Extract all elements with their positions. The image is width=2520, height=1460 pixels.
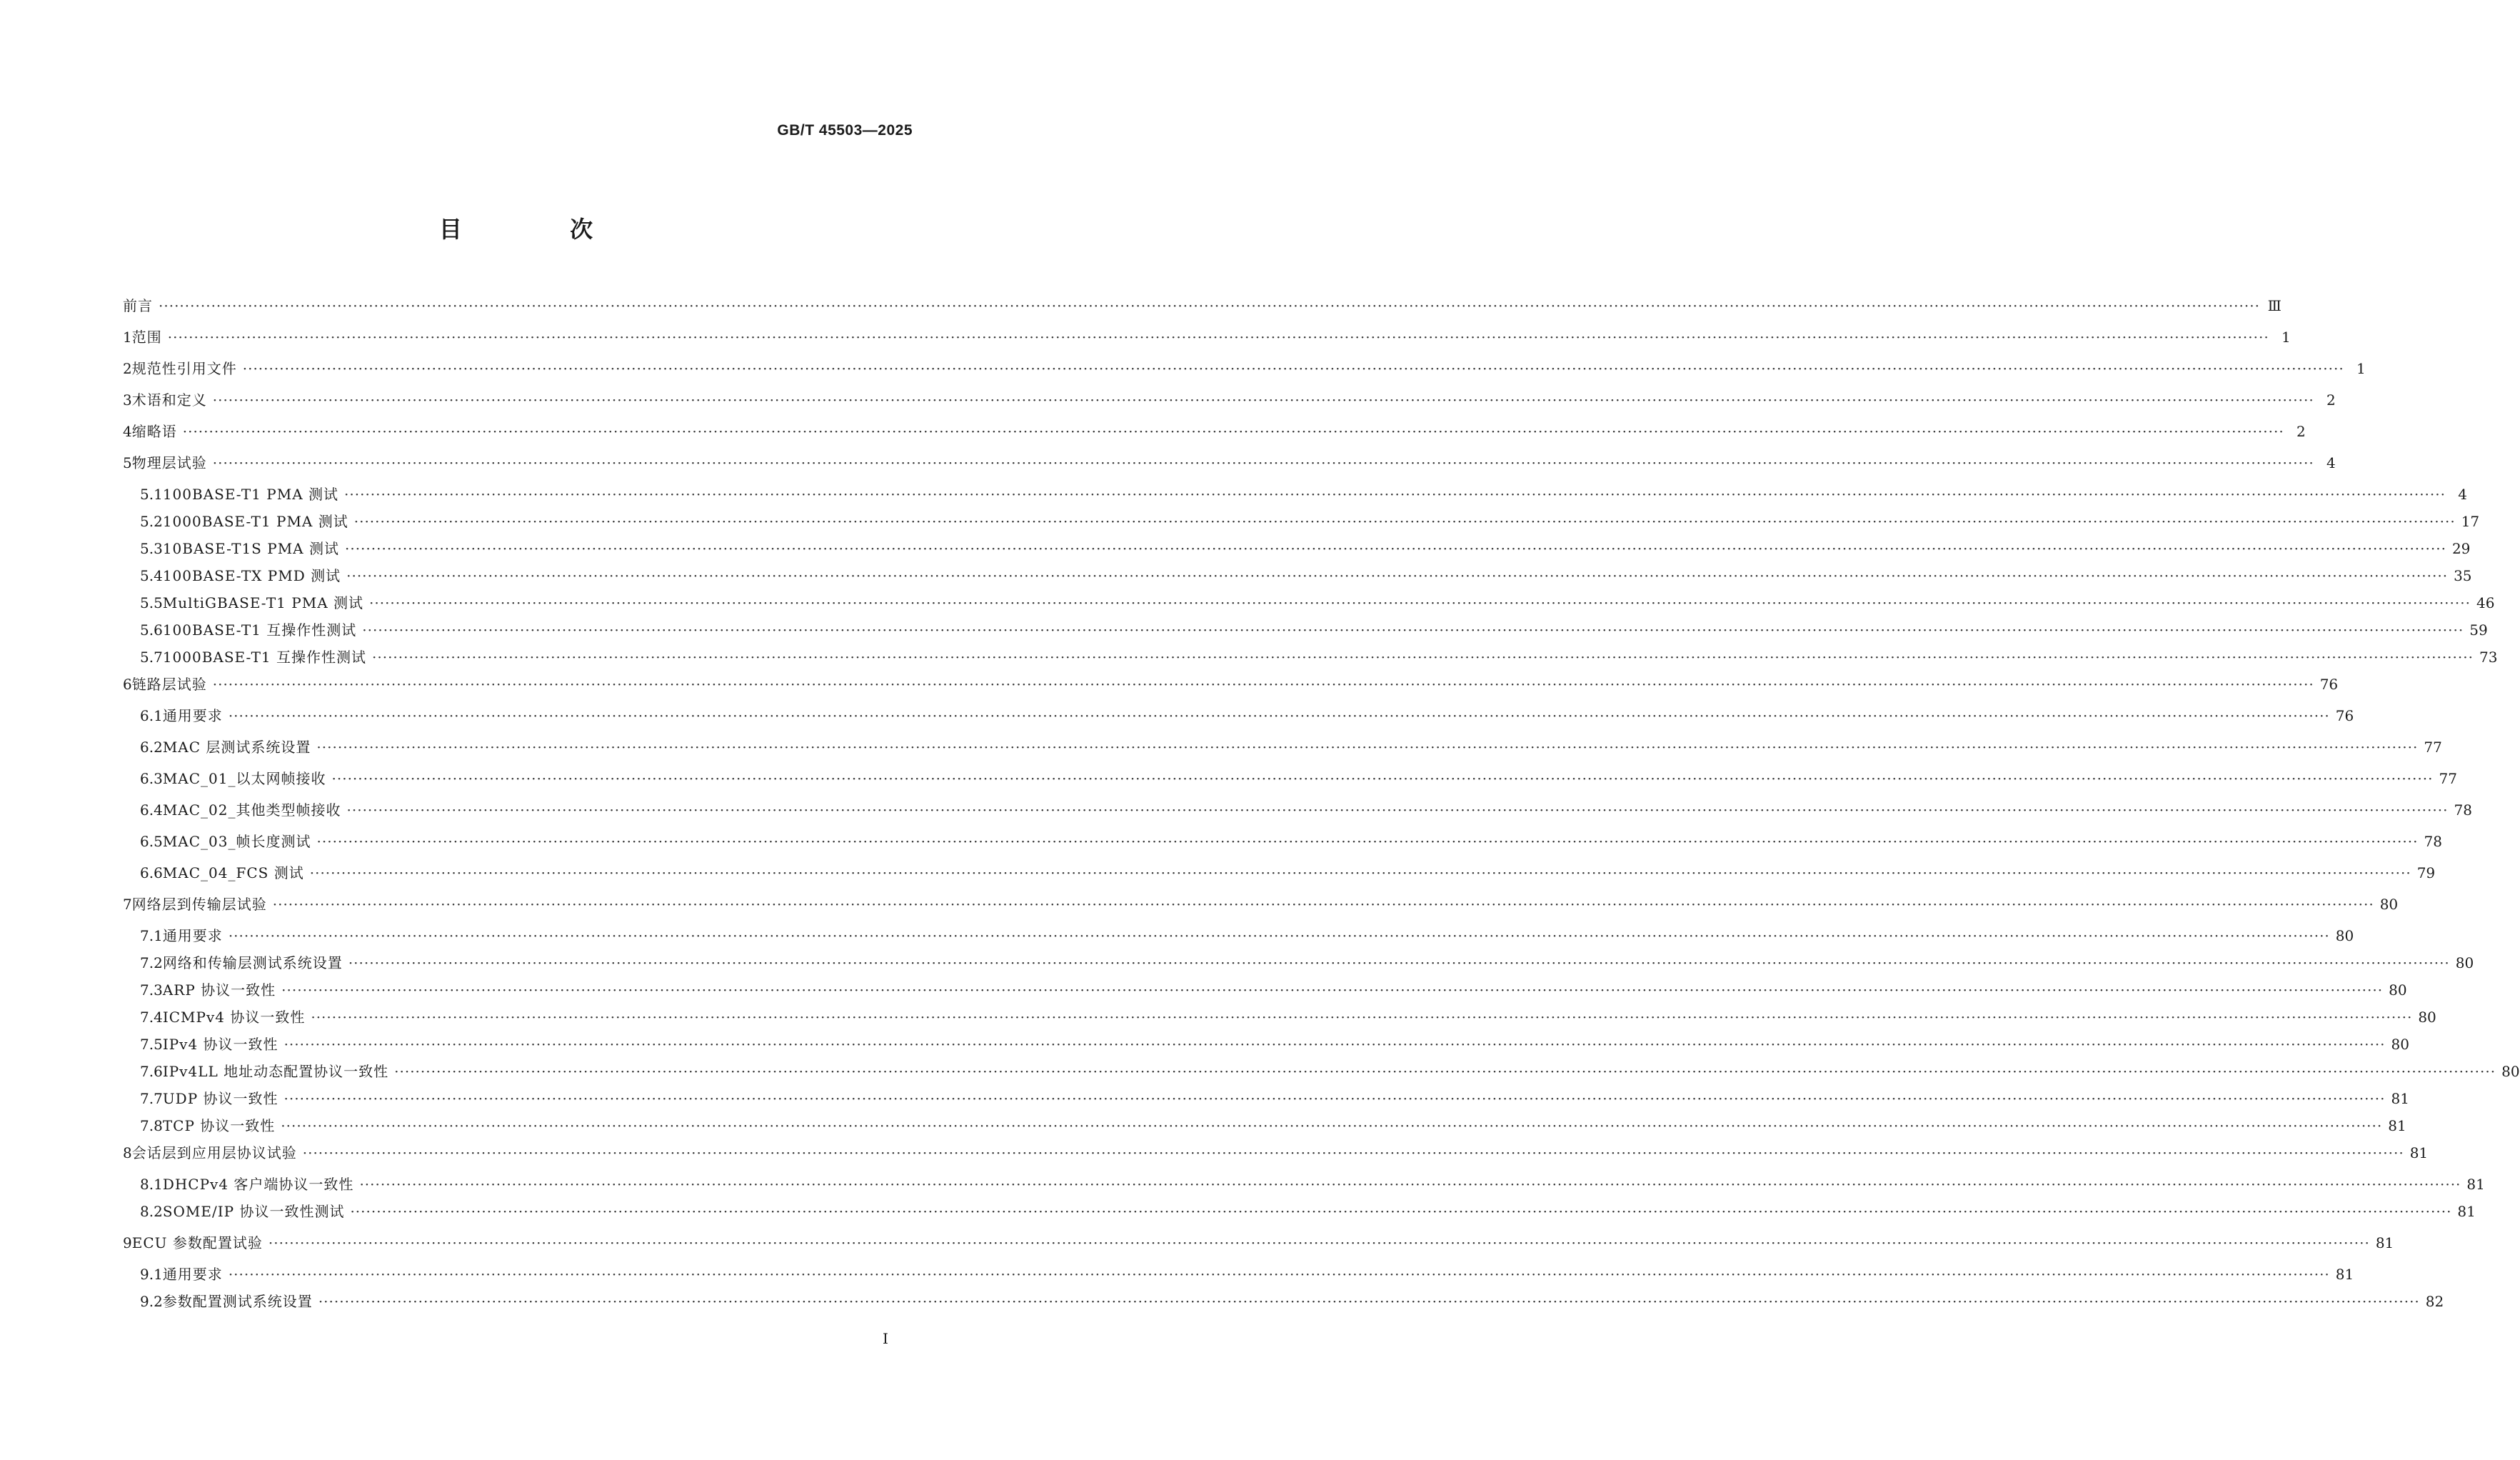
- toc-entry[interactable]: [123, 1140, 2429, 1161]
- toc-entry-page: 81: [2391, 1090, 2409, 1107]
- toc-entry-number: 5.6: [140, 621, 163, 639]
- toc-entry-number: 2: [123, 360, 132, 377]
- toc-entry-page: 46: [2476, 594, 2495, 611]
- toc-entry-number: 8.1: [140, 1176, 163, 1193]
- toc-entry-page: 76: [2319, 676, 2339, 693]
- toc-entry-number: 5.2: [140, 513, 163, 530]
- toc-entry-number: 5.5: [140, 594, 163, 611]
- toc-entry-label: 术语和定义: [131, 391, 207, 409]
- toc-leader-dots: ················································································································································································································································································································································································································: [281, 1117, 2383, 1134]
- toc-entry[interactable]: [140, 734, 2442, 756]
- toc-leader-dots: ················································································································································································································································································································································································································: [302, 1144, 2404, 1161]
- toc-entry-label: 缩略语: [131, 423, 177, 440]
- toc-entry-number: 7.5: [140, 1036, 163, 1053]
- toc-entry[interactable]: [123, 671, 2339, 693]
- toc-entry-number: 4: [123, 423, 132, 440]
- toc-entry[interactable]: [140, 1086, 2409, 1107]
- toc-entry-page: 81: [2388, 1117, 2406, 1134]
- toc-entry-page: 81: [2375, 1234, 2394, 1251]
- toc-leader-dots: ················································································································································································································································································································································································································: [316, 833, 2419, 850]
- toc-entry-number: 7.2: [140, 954, 163, 971]
- toc-entry[interactable]: [140, 1289, 2444, 1310]
- toc-entry[interactable]: [140, 536, 2471, 557]
- toc-entry-number: 6: [123, 676, 132, 693]
- toc-leader-dots: ················································································································································································································································································································································································································: [283, 1036, 2386, 1053]
- toc-leader-dots: ················································································································································································································································································································································································································: [353, 513, 2456, 530]
- toc-entry-page: 29: [2451, 540, 2471, 557]
- toc-entry[interactable]: [140, 977, 2407, 999]
- toc-leader-dots: ················································································································································································································································································································································································································: [281, 981, 2384, 999]
- toc-entry[interactable]: [123, 356, 2366, 377]
- toc-entry-label: IPv4 协议一致性: [162, 1036, 278, 1053]
- toc-entry-label: MultiGBASE-T1 PMA 测试: [162, 594, 363, 611]
- toc-entry[interactable]: [140, 1031, 2409, 1053]
- toc-entry-page: 59: [2469, 621, 2488, 639]
- toc-entry-label: 通用要求: [162, 1266, 223, 1283]
- toc-entry[interactable]: [123, 450, 2336, 471]
- toc-entry-number: 7.1: [140, 927, 163, 944]
- toc-leader-dots: ················································································································································································································································································································································································································: [228, 927, 2330, 944]
- toc-entry[interactable]: [140, 644, 2498, 666]
- toc-entry[interactable]: [140, 860, 2436, 881]
- toc-entry-label: TCP 协议一致性: [162, 1117, 276, 1134]
- toc-entry-number: 9: [123, 1234, 132, 1251]
- toc-leader-dots: ················································································································································································································································································································································································································: [167, 329, 2269, 346]
- toc-leader-dots: ················································································································································································································································································································································································································: [159, 297, 2260, 314]
- toc-entry-label: UDP 协议一致性: [162, 1090, 278, 1107]
- toc-entry-number: 3: [123, 391, 132, 409]
- toc-entry-number: 8.2: [140, 1203, 163, 1220]
- toc-entry-number: 5: [123, 454, 132, 471]
- toc-entry-label: 100BASE-T1 PMA 测试: [162, 486, 339, 503]
- toc-entry[interactable]: [140, 617, 2488, 639]
- toc-leader-dots: ················································································································································································································································································································································································································: [182, 423, 2284, 440]
- toc-entry-page: 80: [2455, 954, 2474, 971]
- toc-entry-label: 1000BASE-T1 互操作性测试: [162, 649, 366, 666]
- toc-entry-label: ECU 参数配置试验: [131, 1234, 263, 1251]
- toc-entry-label: 100BASE-T1 互操作性测试: [162, 621, 357, 639]
- toc-entry-number: 9.2: [140, 1293, 163, 1310]
- toc-entry-number: 5.1: [140, 486, 163, 503]
- toc-entry[interactable]: [140, 590, 2495, 611]
- toc-entry-page: 17: [2461, 513, 2480, 530]
- toc-entry-label: 网络层到传输层试验: [131, 896, 267, 913]
- toc-entry-page: 80: [2418, 1009, 2436, 1026]
- toc-leader-dots: ················································································································································································································································································································································································································: [309, 864, 2411, 881]
- toc-entry[interactable]: [140, 509, 2480, 530]
- toc-entry-label: SOME/IP 协议一致性测试: [162, 1203, 345, 1220]
- toc-entry-label: MAC_01_以太网帧接收: [162, 770, 326, 787]
- toc-leader-dots: ················································································································································································································································································································································································································: [228, 1266, 2330, 1283]
- toc-entry-page: 77: [2424, 739, 2442, 756]
- toc-leader-dots: ················································································································································································································································································································································································································: [344, 486, 2446, 503]
- toc-entry-page: 78: [2424, 833, 2442, 850]
- toc-entry-page: 4: [2326, 454, 2336, 471]
- toc-entry-label: 1000BASE-T1 PMA 测试: [162, 513, 348, 530]
- toc-leader-dots: ················································································································································································································································································································································································································: [394, 1063, 2496, 1080]
- toc-leader-dots: ················································································································································································································································································································································································································: [331, 770, 2434, 787]
- toc-entry-number: 6.6: [140, 864, 163, 881]
- toc-leader-dots: ················································································································································································································································································································································································································: [242, 360, 2344, 377]
- toc-entry-page: 35: [2454, 567, 2472, 584]
- toc-entry-page: 2: [2296, 423, 2306, 440]
- toc-entry-page: 81: [2409, 1144, 2429, 1161]
- toc-entry-page: 80: [2389, 981, 2407, 999]
- toc-entry-page: 1: [2281, 329, 2291, 346]
- toc-entry-label: IPv4LL 地址动态配置协议一致性: [162, 1063, 389, 1080]
- page-folio: I: [883, 1330, 888, 1347]
- toc-entry-page: 80: [2335, 927, 2354, 944]
- toc-entry[interactable]: [123, 1230, 2394, 1251]
- toc-entry-label: MAC 层测试系统设置: [162, 739, 311, 756]
- toc-leader-dots: ················································································································································································································································································································································································································: [268, 1234, 2370, 1251]
- toc-entry-number: 5.4: [140, 567, 163, 584]
- toc-leader-dots: ················································································································································································································································································································································································································: [346, 567, 2449, 584]
- toc-leader-dots: ················································································································································································································································································································································································································: [228, 707, 2330, 724]
- toc-entry[interactable]: [123, 387, 2336, 409]
- toc-entry-page: 79: [2416, 864, 2436, 881]
- toc-entry[interactable]: [140, 1113, 2406, 1134]
- toc-entry-number: 6.5: [140, 833, 163, 850]
- toc-leader-dots: ················································································································································································································································································································································································································: [212, 391, 2314, 409]
- toc-entry-page: 78: [2454, 801, 2472, 819]
- toc-entry[interactable]: [140, 1004, 2436, 1026]
- toc-entry-label: MAC_04_FCS 测试: [162, 864, 304, 881]
- toc-entry[interactable]: [140, 703, 2354, 724]
- toc-entry[interactable]: [123, 891, 2399, 913]
- toc-entry[interactable]: [140, 829, 2442, 850]
- toc-entry-page: 81: [2335, 1266, 2354, 1283]
- toc-leader-dots: ················································································································································································································································································································································································································: [283, 1090, 2386, 1107]
- toc-entry-number: 7.3: [140, 981, 163, 999]
- toc-entry-label: 链路层试验: [131, 676, 207, 693]
- toc-entry[interactable]: [123, 293, 2281, 314]
- toc-entry-page: Ⅲ: [2267, 297, 2281, 314]
- toc-entry-page: 77: [2439, 770, 2457, 787]
- toc-entry-page: 73: [2479, 649, 2498, 666]
- toc-leader-dots: ················································································································································································································································································································································································································: [348, 954, 2450, 971]
- toc-entry-label: DHCPv4 客户端协议一致性: [162, 1176, 354, 1193]
- toc-entry-label: MAC_03_帧长度测试: [162, 833, 311, 850]
- toc-leader-dots: ················································································································································································································································································································································································································: [272, 896, 2374, 913]
- toc-entry[interactable]: [140, 481, 2467, 503]
- toc-entry-page: 76: [2335, 707, 2354, 724]
- toc-entry-page: 81: [2466, 1176, 2485, 1193]
- toc-entry[interactable]: [140, 1171, 2485, 1193]
- toc-entry[interactable]: [140, 1199, 2476, 1220]
- toc-entry-number: 5.3: [140, 540, 163, 557]
- toc-leader-dots: ················································································································································································································································································································································································································: [346, 801, 2449, 819]
- toc-leader-dots: ················································································································································································································································································································································································································: [344, 540, 2446, 557]
- toc-entry[interactable]: [140, 797, 2472, 819]
- toc-entry-page: 4: [2458, 486, 2467, 503]
- toc-leader-dots: ················································································································································································································································································································································································································: [311, 1009, 2413, 1026]
- toc-leader-dots: ················································································································································································································································································································································································································: [350, 1203, 2452, 1220]
- toc-entry-number: 5.7: [140, 649, 163, 666]
- toc-leader-dots: ················································································································································································································································································································································································································: [212, 676, 2314, 693]
- toc-leader-dots: ················································································································································································································································································································································································································: [318, 1293, 2420, 1310]
- toc-entry-label: 前言: [123, 297, 153, 314]
- toc-entry-page: 1: [2356, 360, 2366, 377]
- toc-entry-number: 7: [123, 896, 132, 913]
- toc-entry-label: 参数配置测试系统设置: [162, 1293, 313, 1310]
- toc-leader-dots: ················································································································································································································································································································································································································: [362, 621, 2464, 639]
- toc-entry-page: 80: [2379, 896, 2399, 913]
- toc-entry-label: 通用要求: [162, 927, 223, 944]
- toc-leader-dots: ················································································································································································································································································································································································································: [372, 649, 2474, 666]
- toc-entry-number: 9.1: [140, 1266, 163, 1283]
- toc-entry-label: 范围: [131, 329, 162, 346]
- toc-entry-number: 1: [123, 329, 132, 346]
- toc-entry-number: 6.4: [140, 801, 163, 819]
- toc-entry-number: 7.8: [140, 1117, 163, 1134]
- toc-entry-page: 2: [2326, 391, 2336, 409]
- toc-entry[interactable]: [140, 950, 2474, 971]
- page-title: 目 次: [438, 216, 643, 243]
- toc-entry-label: 10BASE-T1S PMA 测试: [162, 540, 339, 557]
- toc-entry[interactable]: [123, 419, 2306, 440]
- toc-entry-label: 规范性引用文件: [131, 360, 237, 377]
- toc-entry[interactable]: [140, 766, 2457, 787]
- toc-entry-number: 7.6: [140, 1063, 163, 1080]
- toc-entry[interactable]: [140, 1261, 2354, 1283]
- toc-entry-label: MAC_02_其他类型帧接收: [162, 801, 341, 819]
- toc-entry-label: ARP 协议一致性: [162, 981, 276, 999]
- toc-leader-dots: ················································································································································································································································································································································································································: [212, 454, 2314, 471]
- toc-leader-dots: ················································································································································································································································································································································································································: [359, 1176, 2461, 1193]
- toc-entry-page: 82: [2425, 1293, 2444, 1310]
- toc-entry-page: 80: [2501, 1063, 2520, 1080]
- toc-entry-number: 6.1: [140, 707, 163, 724]
- toc-entry-number: 8: [123, 1144, 132, 1161]
- toc-entry[interactable]: [123, 324, 2291, 346]
- toc-entry[interactable]: [140, 563, 2472, 584]
- toc-entry-label: 会话层到应用层协议试验: [131, 1144, 297, 1161]
- toc-entry-number: 7.7: [140, 1090, 163, 1107]
- toc-entry-page: 81: [2457, 1203, 2476, 1220]
- toc-entry-number: 7.4: [140, 1009, 163, 1026]
- toc-entry-label: 物理层试验: [131, 454, 207, 471]
- toc-leader-dots: ················································································································································································································································································································································································································: [316, 739, 2419, 756]
- toc-entry[interactable]: [140, 1059, 2520, 1080]
- toc-entry-number: 6.2: [140, 739, 163, 756]
- toc-entry-page: 80: [2391, 1036, 2409, 1053]
- toc-entry[interactable]: [140, 923, 2354, 944]
- standard-code: GB/T 45503—2025: [777, 122, 913, 139]
- toc-entry-label: 100BASE-TX PMD 测试: [162, 567, 341, 584]
- toc-leader-dots: ················································································································································································································································································································································································································: [369, 594, 2471, 611]
- toc-entry-number: 6.3: [140, 770, 163, 787]
- toc-entry-label: 网络和传输层测试系统设置: [162, 954, 343, 971]
- toc-entry-label: ICMPv4 协议一致性: [162, 1009, 306, 1026]
- toc-entry-label: 通用要求: [162, 707, 223, 724]
